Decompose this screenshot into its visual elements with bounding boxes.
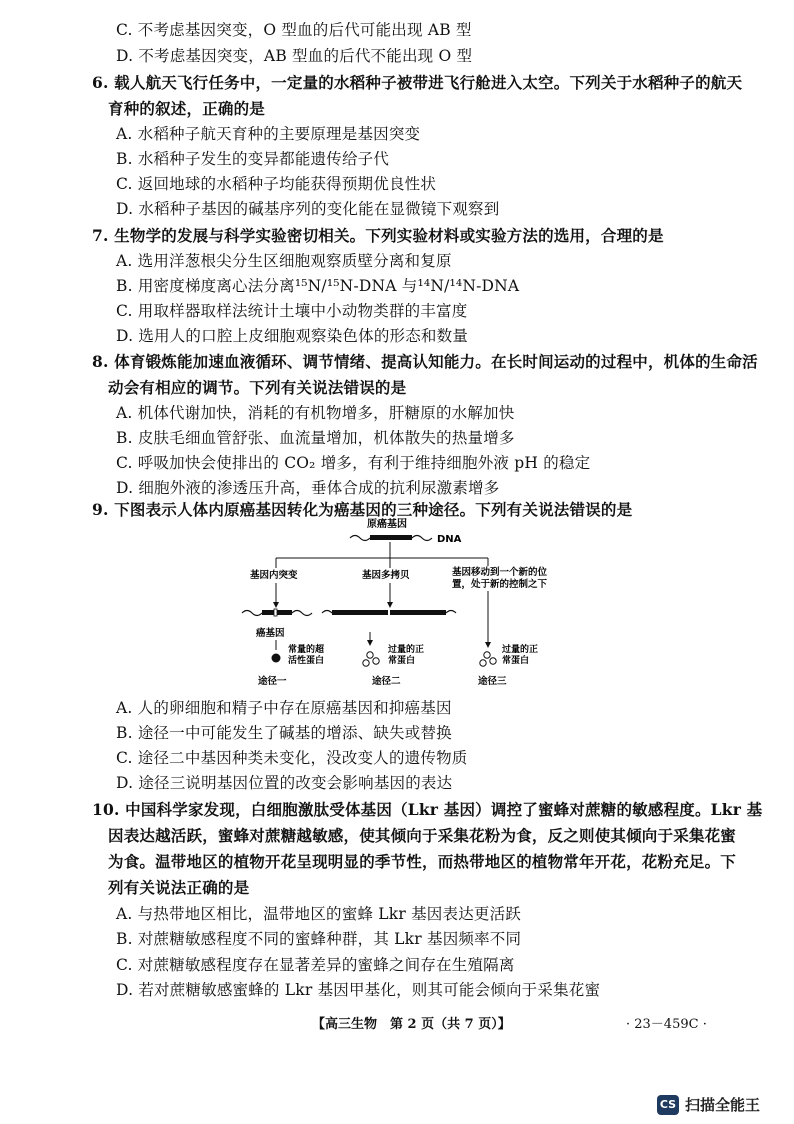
question-line: 6. 载人航天飞行任务中，一定量的水稻种子被带进飞行舱进入太空。下列关于水稻种子的航天 <box>92 73 743 92</box>
answer-option: C. 呼吸加快会使排出的 CO₂ 增多，有利于维持细胞外液 pH 的稳定 <box>116 454 591 472</box>
question-line: 动会有相应的调节。下列有关说法错误的是 <box>108 378 407 397</box>
hyperactive-protein-dot <box>272 654 281 663</box>
output-3-line-2: 常蛋白 <box>502 656 530 666</box>
proto-oncogene-label: 原癌基因 <box>367 519 407 530</box>
answer-option: B. 皮肤毛细血管舒张、血流量增加，机体散失的热量增多 <box>116 429 515 447</box>
branch-translocation-label-2: 置，处于新的控制之下 <box>452 579 548 590</box>
answer-option: D. 选用人的口腔上皮细胞观察染色体的形态和数量 <box>116 327 469 345</box>
answer-option: B. 水稻种子发生的变异都能遗传给子代 <box>116 150 390 168</box>
answer-option: B. 对蔗糖敏感程度不同的蜜蜂种群，其 Lkr 基因频率不同 <box>116 930 522 948</box>
cancer-gene-label: 癌基因 <box>256 628 285 639</box>
amplified-dna-strand <box>322 610 456 615</box>
path-1-label: 途径一 <box>258 676 287 687</box>
answer-option: D. 途径三说明基因位置的改变会影响基因的表达 <box>116 774 453 792</box>
scanner-watermark <box>657 1094 760 1115</box>
question-line: 为食。温带地区的植物开花呈现明显的季节性，而热带地区的植物常年开花，花粉充足。下 <box>108 852 737 871</box>
question-line: 8. 体育锻炼能加速血液循环、调节情绪、提高认知能力。在长时间运动的过程中，机体的生命活 <box>92 352 758 371</box>
output-2-line-2: 常蛋白 <box>388 656 416 666</box>
answer-option: A. 水稻种子航天育种的主要原理是基因突变 <box>116 125 421 143</box>
answer-option: C. 返回地球的水稻种子均能获得预期优良性状 <box>116 175 437 193</box>
output-1-line-1: 常量的超 <box>288 645 325 655</box>
answer-option: C. 用取样器取样法统计土壤中小动物类群的丰富度 <box>116 302 468 320</box>
answer-option: A. 人的卵细胞和精子中存在原癌基因和抑癌基因 <box>116 699 452 717</box>
answer-option: D. 不考虑基因突变，AB 型血的后代不能出现 O 型 <box>116 47 473 65</box>
path-2-label: 途径二 <box>372 676 401 687</box>
oncogene-pathways-figure <box>230 516 590 688</box>
mutated-dna-strand <box>242 609 312 616</box>
answer-option: A. 与热带地区相比，温带地区的蜜蜂 Lkr 基因表达更活跃 <box>116 905 521 923</box>
scanner-brand-text: 扫描全能王 <box>685 1096 761 1114</box>
answer-option: B. 用密度梯度离心法分离¹⁵N/¹⁵N-DNA 与¹⁴N/¹⁴N-DNA <box>116 277 520 295</box>
answer-option: D. 若对蔗糖敏感蜜蜂的 Lkr 基因甲基化，则其可能会倾向于采集花蜜 <box>116 981 601 999</box>
scanner-logo-icon: CS <box>657 1095 679 1115</box>
answer-option: D. 水稻种子基因的碱基序列的变化能在显微镜下观察到 <box>116 200 500 218</box>
answer-option: C. 途径二中基因种类未变化，没改变人的遗传物质 <box>116 749 468 767</box>
question-line: 育种的叙述，正确的是 <box>108 99 266 118</box>
answer-option: A. 选用洋葱根尖分生区细胞观察质壁分离和复原 <box>116 252 452 270</box>
answer-option: C. 对蔗糖敏感程度存在显著差异的蜜蜂之间存在生殖隔离 <box>116 956 515 974</box>
dna-strand-top <box>350 535 432 541</box>
output-1-line-2: 活性蛋白 <box>288 656 325 666</box>
output-3-line-1: 过量的正 <box>502 645 539 655</box>
answer-option: D. 细胞外液的渗透压升高，垂体合成的抗利尿激素增多 <box>116 479 500 497</box>
output-2-line-1: 过量的正 <box>388 645 425 655</box>
answer-option: B. 途径一中可能发生了碱基的增添、缺失或替换 <box>116 724 452 742</box>
path-3-label: 途径三 <box>478 676 507 687</box>
question-line: 7. 生物学的发展与科学实验密切相关。下列实验材料或实验方法的选用，合理的是 <box>92 226 664 245</box>
exam-code: · 23－459C · <box>626 1017 707 1032</box>
answer-option: C. 不考虑基因突变，O 型血的后代可能出现 AB 型 <box>116 21 472 39</box>
question-line: 10. 中国科学家发现，白细胞激肽受体基因（Lkr 基因）调控了蜜蜂对蔗糖的敏感程度。Lkr 基 <box>92 800 763 819</box>
branch-translocation-label-1: 基因移动到一个新的位 <box>452 567 548 578</box>
branch-mutation-label: 基因内突变 <box>250 570 298 581</box>
question-line: 因表达越活跃，蜜蜂对蔗糖越敏感，使其倾向于采集花粉为食，反之则使其倾向于采集花蜜 <box>108 826 737 845</box>
normal-protein-circles-3 <box>480 652 496 666</box>
answer-option: A. 机体代谢加快，消耗的有机物增多，肝糖原的水解加快 <box>116 404 515 422</box>
dna-label: DNA <box>437 534 462 545</box>
question-line: 列有关说法正确的是 <box>108 878 250 897</box>
page-footer: 【高三生物 第 2 页（共 7 页）】 <box>312 1017 511 1032</box>
question-line: 9. 下图表示人体内原癌基因转化为癌基因的三种途径。下列有关说法错误的是 <box>92 500 633 519</box>
normal-protein-circles-2 <box>363 652 379 666</box>
branch-amplification-label: 基因多拷贝 <box>362 570 410 581</box>
